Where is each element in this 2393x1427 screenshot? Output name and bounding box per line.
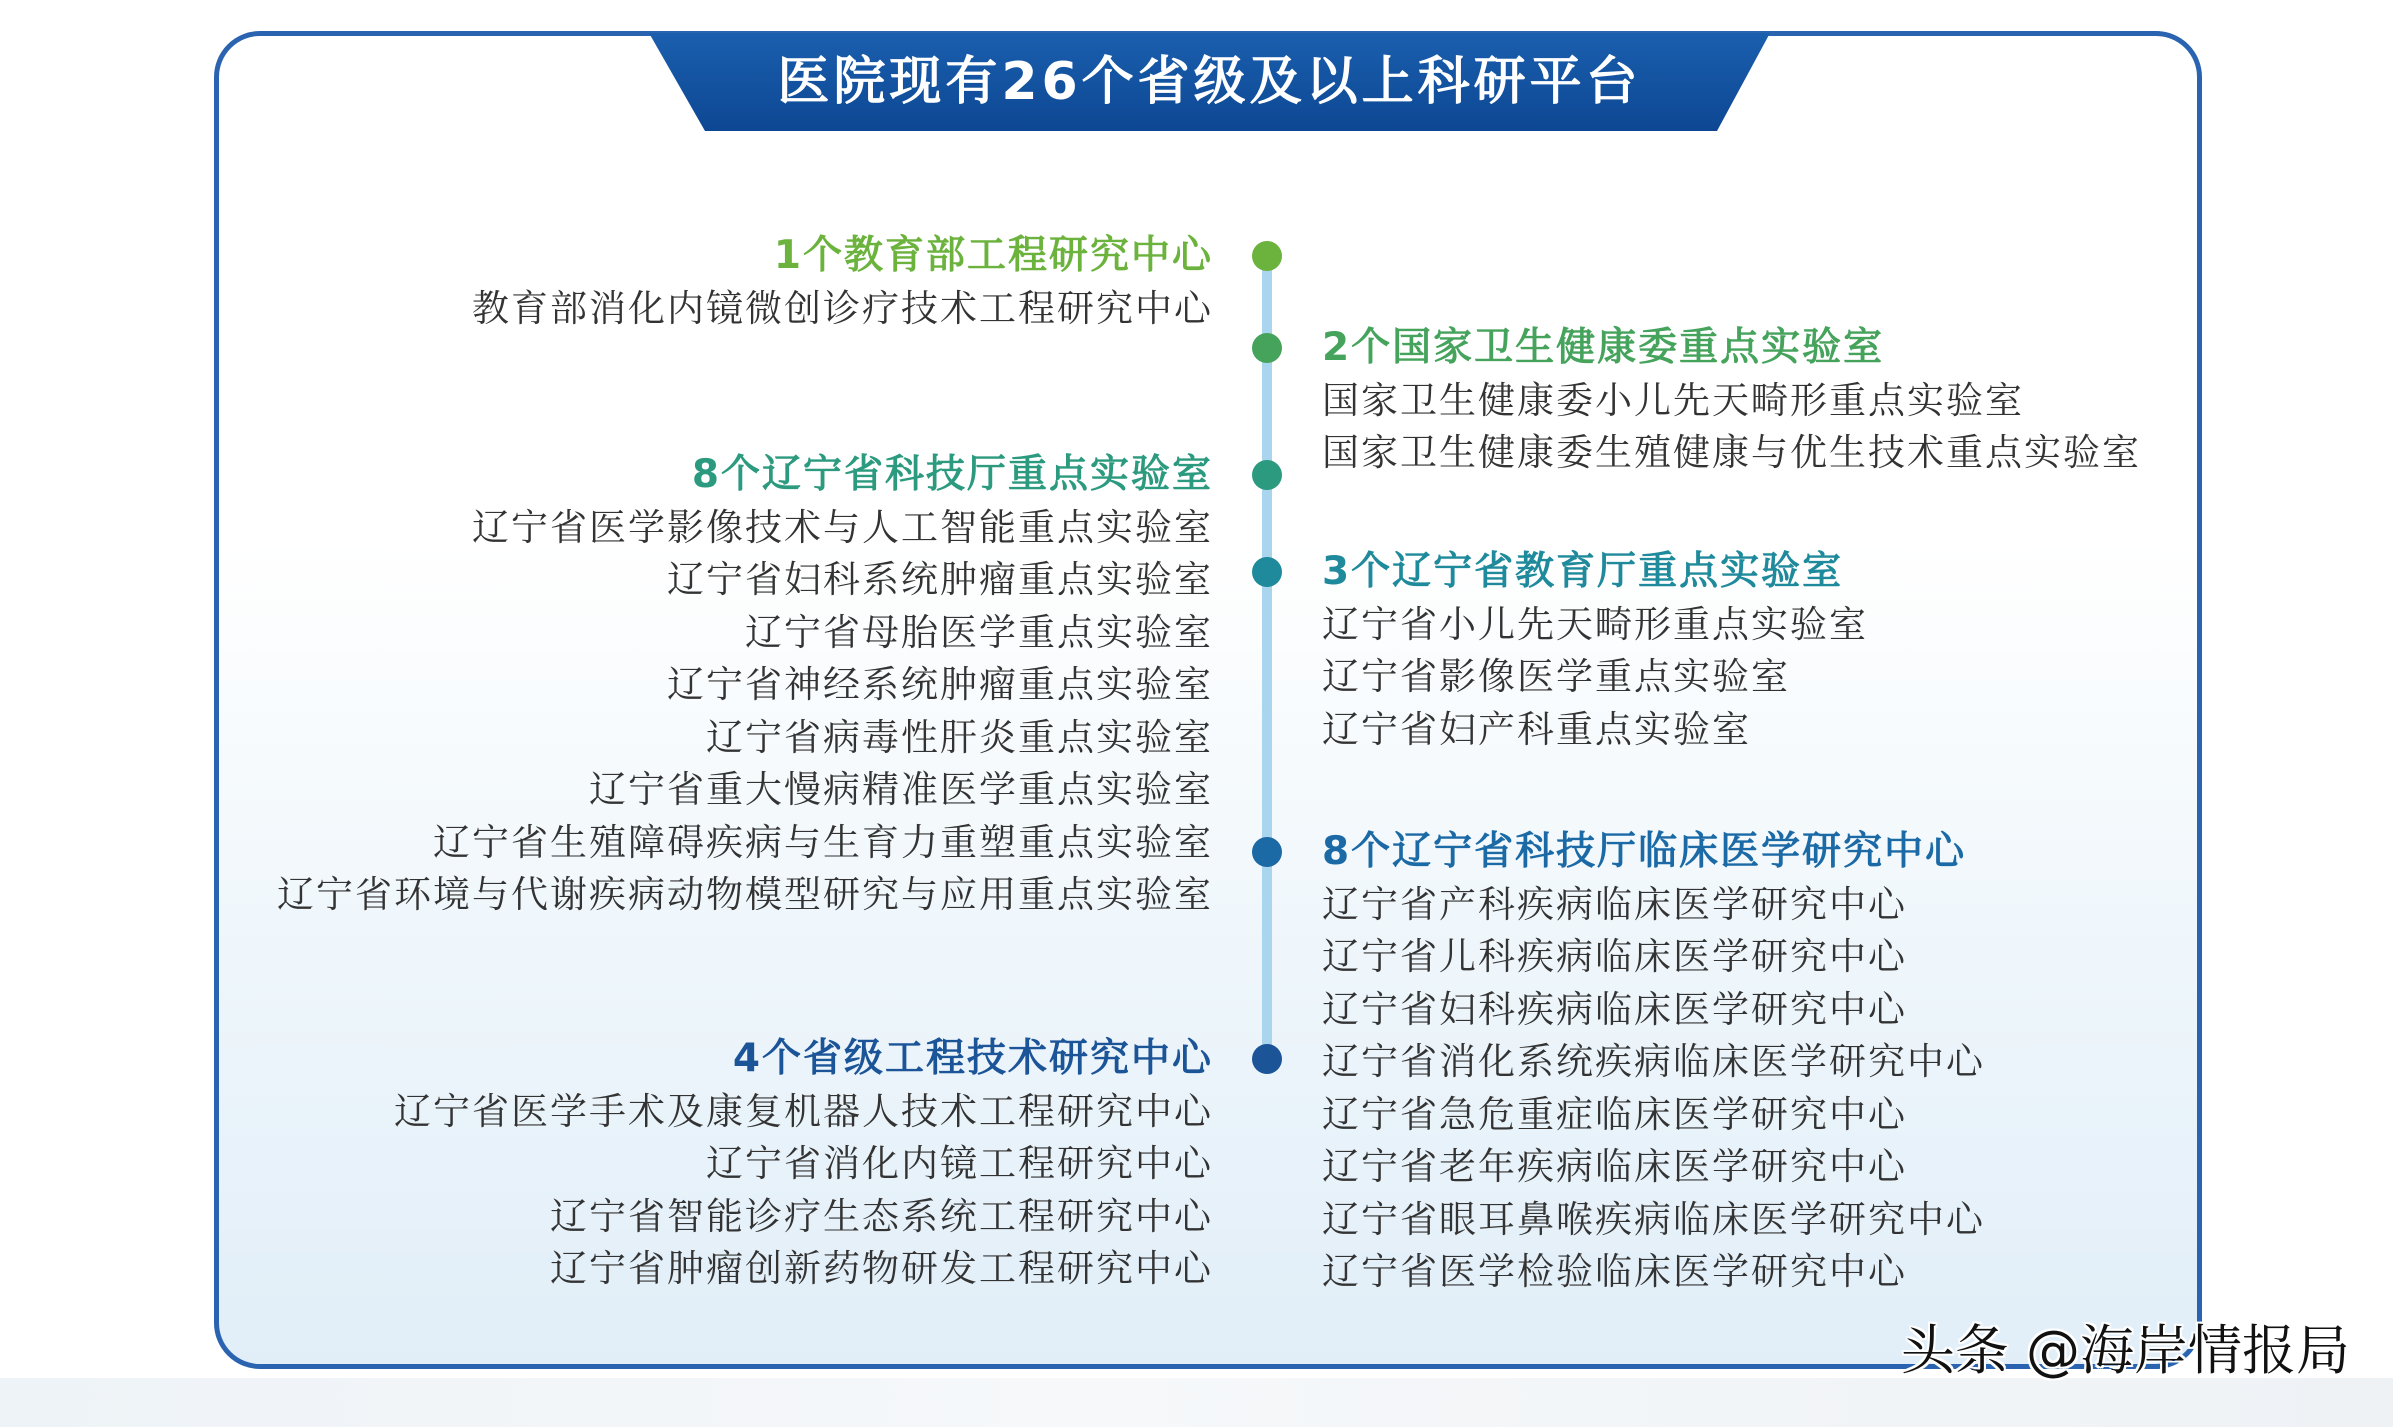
- list-item: 辽宁省病毒性肝炎重点实验室: [706, 715, 1213, 759]
- timeline-dot: [1252, 333, 1282, 363]
- section-heading: 8个辽宁省科技厅临床医学研究中心: [1322, 829, 1967, 874]
- list-item: 辽宁省小儿先天畸形重点实验室: [1322, 602, 1868, 646]
- section-provincial-key-labs: [277, 449, 1213, 922]
- list-item: 辽宁省急危重症临床医学研究中心: [1322, 1092, 1907, 1136]
- list-item: 国家卫生健康委生殖健康与优生技术重点实验室: [1322, 431, 2141, 474]
- section-heading: 4个省级工程技术研究中心: [732, 1036, 1213, 1081]
- timeline-dot: [1252, 557, 1282, 587]
- list-item: 辽宁省影像医学重点实验室: [1322, 655, 1790, 698]
- list-item: 辽宁省医学检验临床医学研究中心: [1322, 1250, 1907, 1293]
- section-heading: 2个国家卫生健康委重点实验室: [1322, 325, 1885, 370]
- list-item: 辽宁省神经系统肿瘤重点实验室: [667, 663, 1213, 706]
- section-heading: 1个教育部工程研究中心: [773, 233, 1213, 278]
- list-item: 辽宁省眼耳鼻喉疾病临床医学研究中心: [1322, 1197, 1985, 1241]
- list-item: 辽宁省产科疾病临床医学研究中心: [1322, 882, 1907, 926]
- section-moe-engineering-center: [472, 230, 1213, 335]
- list-item: 辽宁省儿科疾病临床医学研究中心: [1322, 935, 1907, 978]
- list-item: 辽宁省妇科系统肿瘤重点实验室: [667, 558, 1213, 601]
- section-education-dept-key-labs: [1322, 546, 1868, 756]
- timeline-dot: [1252, 1044, 1282, 1074]
- list-item: 辽宁省肿瘤创新药物研发工程研究中心: [550, 1247, 1213, 1290]
- section-provincial-engineering-centers: [394, 1033, 1213, 1296]
- list-item: 辽宁省重大慢病精准医学重点实验室: [589, 768, 1213, 811]
- section-heading: 8个辽宁省科技厅重点实验室: [691, 452, 1213, 497]
- list-item: 辽宁省环境与代谢疾病动物模型研究与应用重点实验室: [277, 873, 1213, 916]
- list-item: 辽宁省妇科疾病临床医学研究中心: [1322, 987, 1907, 1031]
- list-item: 教育部消化内镜微创诊疗技术工程研究中心: [472, 286, 1213, 330]
- section-nhc-key-labs: [1322, 322, 2141, 480]
- list-item: 辽宁省医学影像技术与人工智能重点实验室: [472, 505, 1213, 549]
- list-item: 辽宁省医学手术及康复机器人技术工程研究中心: [394, 1089, 1213, 1133]
- timeline-line: [1262, 256, 1272, 1059]
- section-heading: 3个辽宁省教育厅重点实验室: [1322, 549, 1844, 594]
- timeline-dot: [1252, 837, 1282, 867]
- section-clinical-research-centers: [1322, 826, 1985, 1299]
- list-item: 辽宁省妇产科重点实验室: [1322, 707, 1751, 751]
- list-item: 辽宁省母胎医学重点实验室: [745, 610, 1213, 654]
- page-title: 医院现有26个省级及以上科研平台: [777, 52, 1642, 112]
- timeline-dot: [1252, 241, 1282, 271]
- list-item: 辽宁省智能诊疗生态系统工程研究中心: [550, 1194, 1213, 1238]
- list-item: 辽宁省消化内镜工程研究中心: [706, 1142, 1213, 1185]
- timeline-dot: [1252, 460, 1282, 490]
- bottom-decoration: [0, 1378, 2393, 1427]
- list-item: 国家卫生健康委小儿先天畸形重点实验室: [1322, 378, 2024, 422]
- list-item: 辽宁省生殖障碍疾病与生育力重塑重点实验室: [433, 820, 1213, 864]
- list-item: 辽宁省消化系统疾病临床医学研究中心: [1322, 1040, 1985, 1083]
- list-item: 辽宁省老年疾病临床医学研究中心: [1322, 1145, 1907, 1188]
- watermark-text: 头条 @海岸情报局: [1900, 1319, 2350, 1382]
